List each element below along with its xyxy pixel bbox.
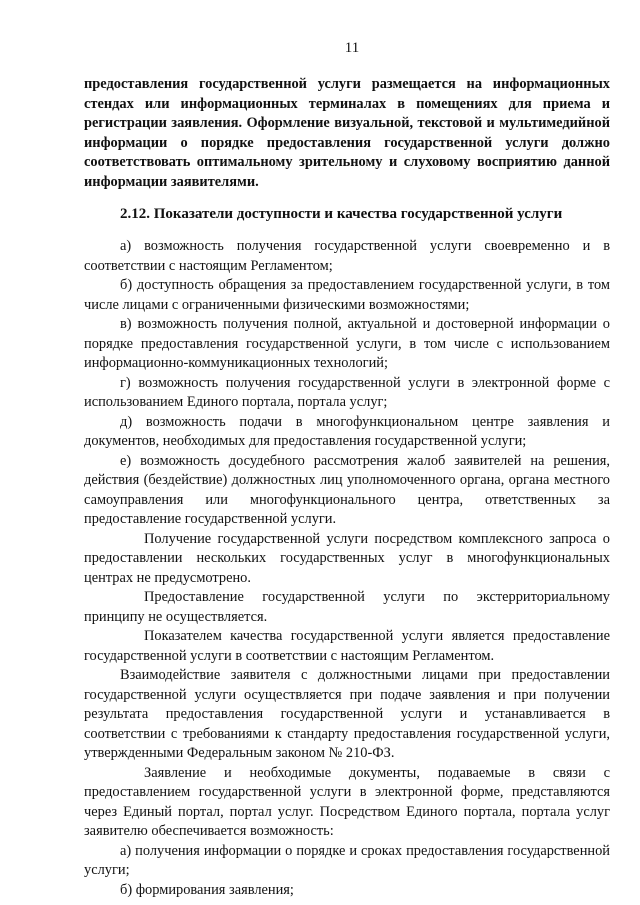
- item-g: г) возможность получения государственной услуги в электронной форме с использованием Единого портала, портала услуг;: [84, 374, 610, 410]
- page-number: 11: [344, 40, 360, 56]
- item-e: е) возможность досудебного рассмотрения жалоб заявителей на решения, действия (бездействие) должностных лиц уполномоченного органа, органа местного самоуправления или многофункционального центра, ответственных за предоставление государственной услуги.: [84, 452, 610, 527]
- section-heading: 2.12. Показатели доступности и качества государственной услуги: [120, 206, 563, 222]
- quality-indicator-paragraph: Показателем качества государственной услуги является предоставление государственной услуги в соответствии с настоящим Регламентом.: [84, 628, 610, 664]
- item-a: а) возможность получения государственной услуги своевременно и в соответствии с настоящим Регламентом;: [84, 238, 610, 274]
- electronic-submission-paragraph: Заявление и необходимые документы, подаваемые в связи с предоставлением государственной услуги в электронной форме, представляются через Единый портал, портал услуг. Посредством Единого портала, портала услуг заявителю обеспечивается возможность:: [84, 764, 610, 839]
- subitem-a: а) получения информации о порядке и сроках предоставления государственной услуги;: [84, 842, 610, 878]
- item-b: б) доступность обращения за предоставлением государственной услуги, в том числе лицами с ограниченными физическими возможностями;: [84, 277, 610, 313]
- item-v: в) возможность получения полной, актуальной и достоверной информации о порядке предоставления государственной услуги, в том числе с использованием информационно-коммуникационных технологий;: [84, 316, 610, 371]
- intro-paragraph: предоставления государственной услуги размещается на информационных стендах или информационных терминалах в помещениях для приема и регистрации заявления. Оформление визуальной, текстовой и мультимедийной информации о порядке предоставления государственной услуги должно соответствовать оптимальному зрительному и слуховому восприятию данной информации заявителями.: [84, 76, 610, 190]
- interaction-paragraph: Взаимодействие заявителя с должностными лицами при предоставлении государственной услуги осуществляется при подаче заявления и при получении результата предоставления государственной услуги и устанавливается в соответствии с требованиями к стандарту предоставления государственной услуги, утвержденными Федеральным законом № 210-ФЗ.: [84, 667, 610, 761]
- item-d: д) возможность подачи в многофункциональном центре заявления и документов, необходимых для предоставления государственной услуги;: [84, 413, 610, 449]
- subitem-b: б) формирования заявления;: [120, 881, 294, 898]
- complex-request-paragraph: Получение государственной услуги посредством комплексного запроса о предоставлении нескольких государственных услуг в многофункциональных центрах не предусмотрено.: [84, 530, 610, 586]
- extraterritorial-paragraph: Предоставление государственной услуги по экстерриториальному принципу не осуществляется.: [84, 589, 610, 625]
